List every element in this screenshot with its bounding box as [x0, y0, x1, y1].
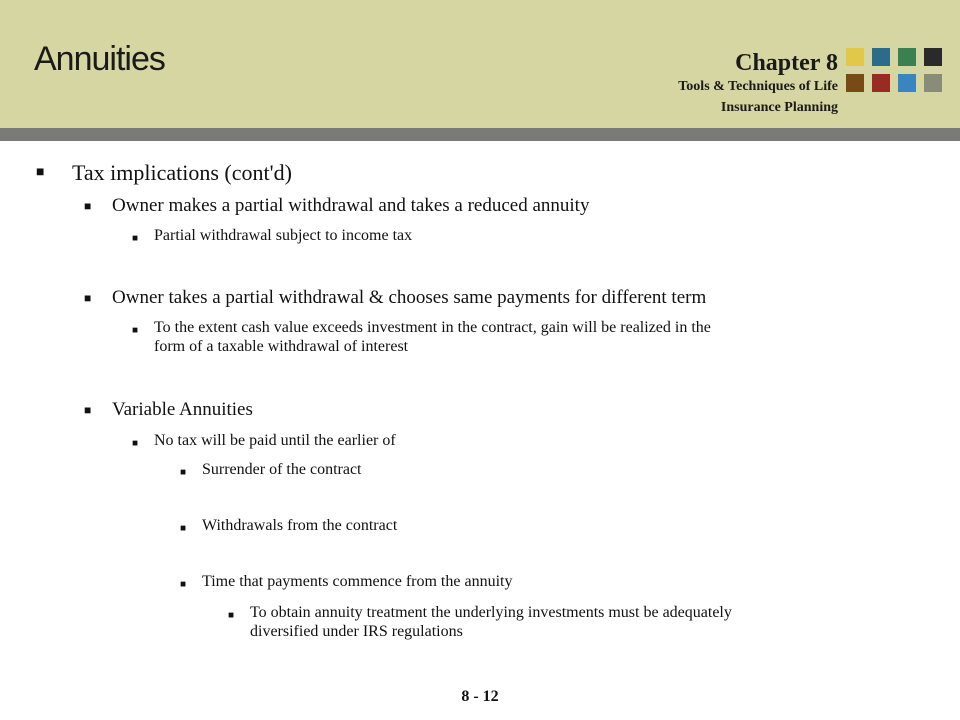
chapter-block: [678, 50, 838, 118]
square-bullet-icon: ■: [132, 325, 139, 336]
header-divider-bar: [0, 128, 960, 141]
bullet-text: Variable Annuities: [112, 399, 253, 420]
bullet-text-line2: form of a taxable withdrawal of interest: [154, 338, 409, 355]
page-number: 8 - 12: [461, 688, 499, 705]
square-bullet-icon: ■: [180, 579, 187, 590]
bullet-text: Owner makes a partial withdrawal and takes a reduced annuity: [112, 195, 590, 216]
bullet-text: Owner takes a partial withdrawal & chooses same payments for different term: [112, 287, 707, 308]
square-bullet-icon: ■: [84, 199, 92, 213]
color-square: [924, 74, 942, 92]
bullet-text: No tax will be paid until the earlier of: [154, 432, 396, 449]
square-bullet-icon: ■: [180, 467, 187, 478]
bullet-text: Time that payments commence from the annuity: [202, 573, 513, 590]
color-square: [846, 74, 864, 92]
color-squares-logo: [846, 48, 942, 96]
square-bullet-icon: ■: [132, 233, 139, 244]
color-square: [846, 48, 864, 66]
bullet-text-line2: diversified under IRS regulations: [250, 623, 463, 640]
color-square: [924, 48, 942, 66]
bullet-text-line1: To obtain annuity treatment the underlying investments must be adequately: [250, 604, 732, 621]
color-square: [898, 74, 916, 92]
color-square: [872, 48, 890, 66]
square-bullet-icon: ■: [180, 523, 187, 534]
bullet-text: Surrender of the contract: [202, 461, 362, 478]
chapter-label: Chapter 8: [735, 50, 838, 76]
square-bullet-icon: ■: [36, 165, 45, 180]
chapter-subtitle-line1: Tools & Techniques of Life: [678, 79, 838, 94]
square-bullet-icon: ■: [84, 291, 92, 305]
square-bullet-icon: ■: [228, 610, 235, 621]
slide-title: Annuities: [34, 40, 165, 78]
bullet-text-line1: To the extent cash value exceeds investment in the contract, gain will be realized in the: [154, 319, 711, 336]
bullet-text: Partial withdrawal subject to income tax: [154, 227, 413, 244]
square-bullet-icon: ■: [84, 403, 92, 417]
color-square: [898, 48, 916, 66]
bullet-text: Tax implications (cont'd): [72, 160, 292, 185]
color-square: [872, 74, 890, 92]
bullet-text: Withdrawals from the contract: [202, 517, 398, 534]
square-bullet-icon: ■: [132, 438, 139, 449]
chapter-subtitle-line2: Insurance Planning: [720, 100, 838, 115]
